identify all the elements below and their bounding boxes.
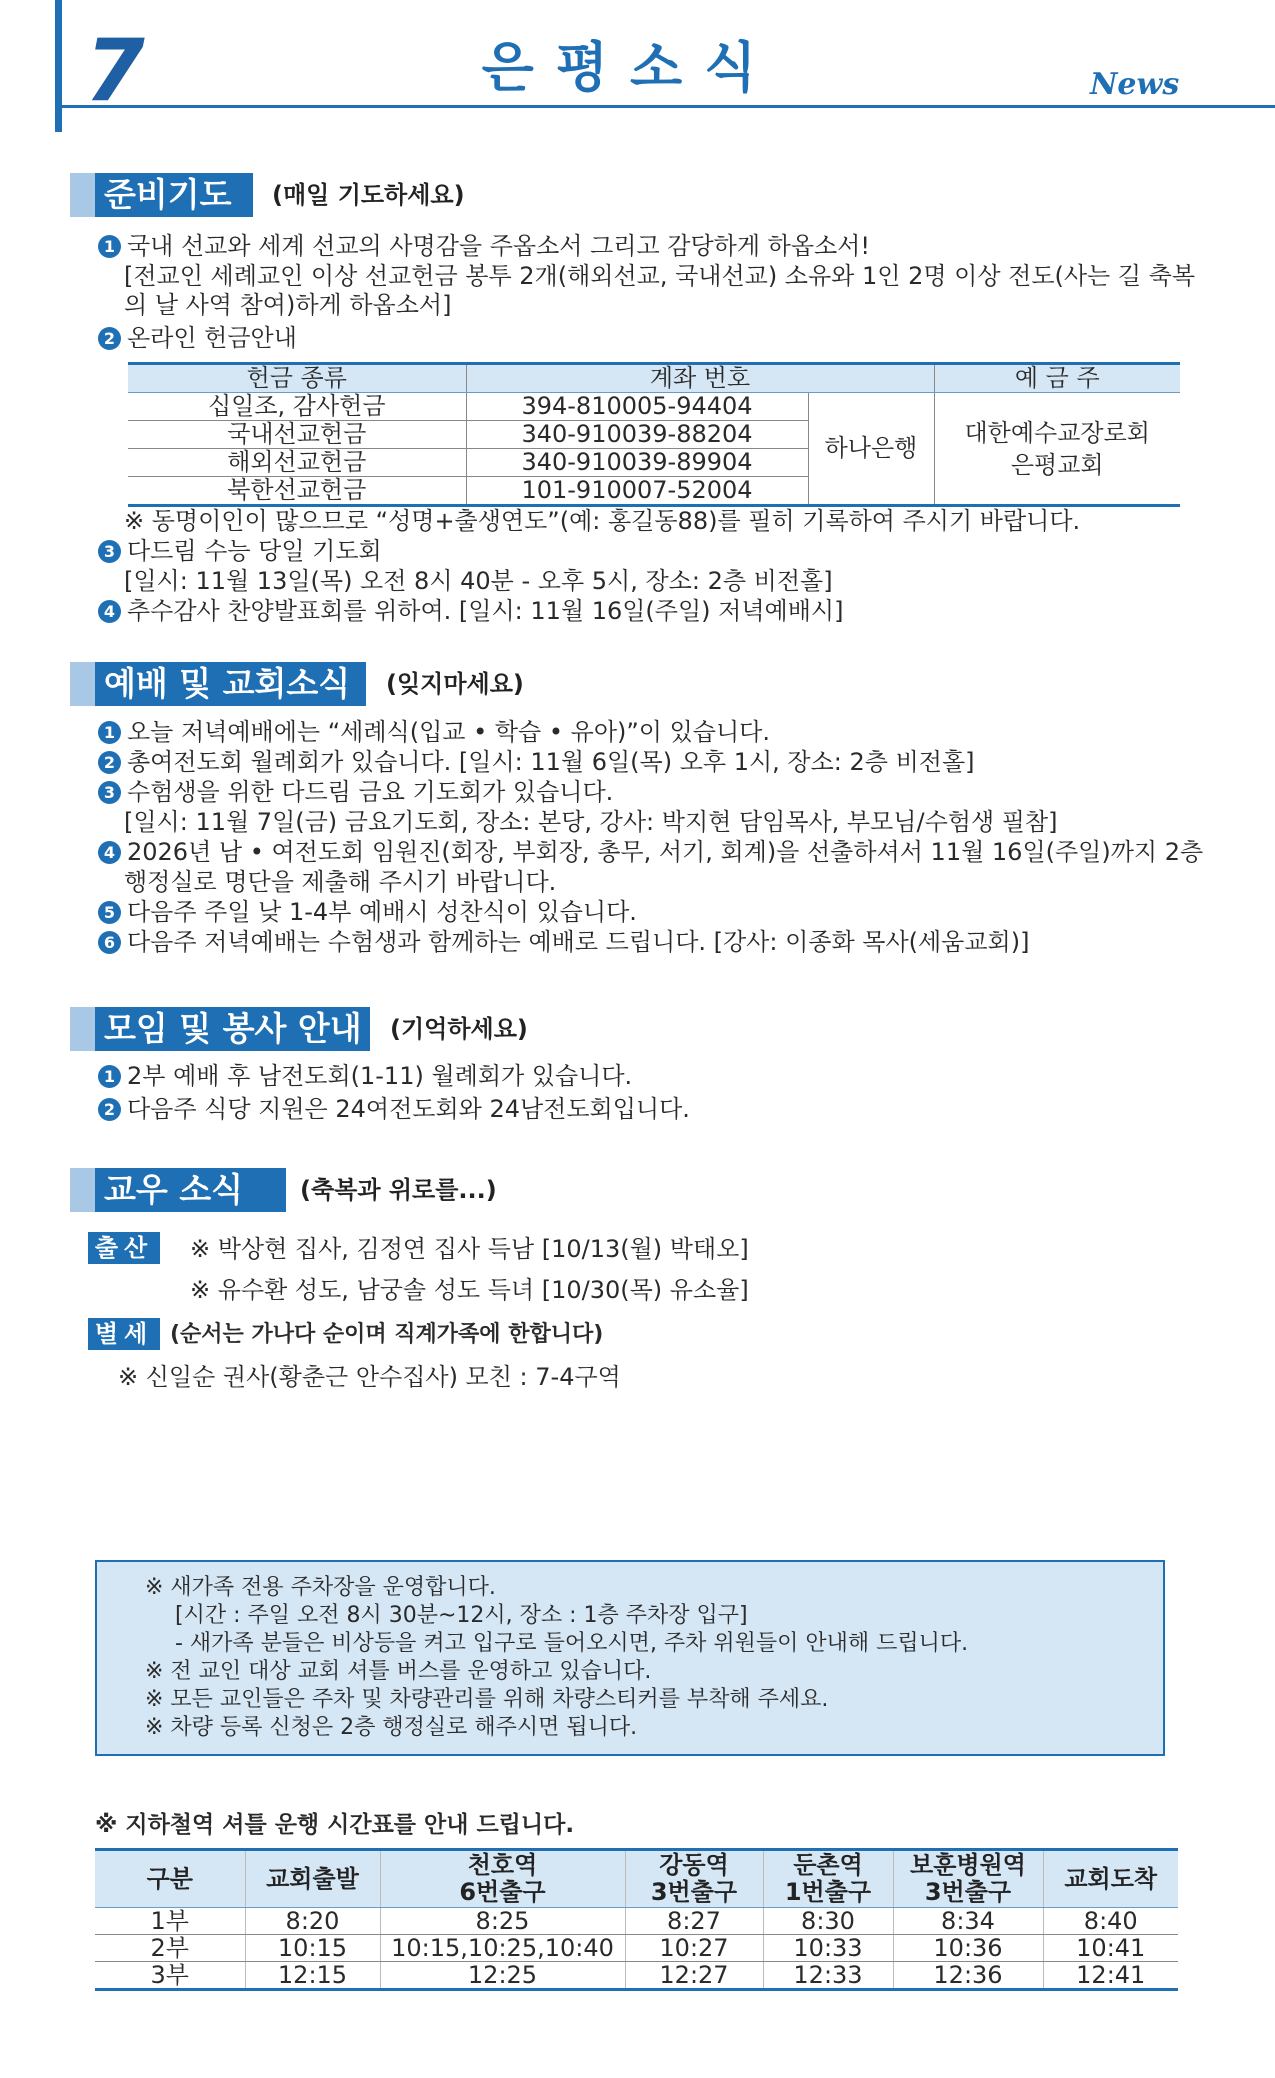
worship-item-3-line2: [일시: 11월 7일(금) 금요기도회, 장소: 본당, 강사: 박지현 담임목사, 부모님/수험생 필참] [124,808,1058,836]
shuttle-cell: 10:15 [245,1935,380,1962]
meetings-item-2 [98,1094,690,1124]
number-badge-2: 2 [98,1098,121,1121]
shuttle-header-line1: 보훈병원역 [910,1851,1026,1879]
notice-line-1: ※ 새가족 전용 주차장을 운영합니다. [145,1575,496,1600]
section-heading-worship: 예배 및 교회소식 [70,662,366,706]
offering-account: 394-810005-94404 [466,393,808,421]
offering-account: 340-910039-88204 [466,421,808,449]
page-number: 7 [85,21,145,121]
shuttle-cell: 2부 [95,1935,245,1962]
section-heading-prayer: 준비기도 [70,173,253,217]
prayer-item-4 [98,596,843,626]
shuttle-header-line2: 1번출구 [784,1878,872,1906]
offering-holder-line2: 은평교회 [1010,450,1104,479]
shuttle-row [95,1935,1178,1962]
shuttle-header-line1: 교회출발 [266,1864,359,1893]
shuttle-cell: 10:33 [763,1935,893,1962]
notice-line-3: - 새가족 분들은 비상등을 켜고 입구로 들어오시면, 주차 위원들이 안내해 드립니다. [175,1631,969,1656]
section-subtitle-members: (축복과 위로를...) [300,1176,497,1204]
worship-item-5 [98,897,637,927]
shuttle-cell: 8:25 [380,1908,625,1935]
shuttle-header-line1: 교회도착 [1064,1864,1158,1893]
worship-item-6-text: 다음주 저녁예배는 수험생과 함께하는 예배로 드립니다. [강사: 이종화 목사(세움교회)] [127,928,1030,956]
shuttle-row [95,1962,1178,1990]
shuttle-header-cell [245,1850,380,1908]
section-heading-meetings: 모임 및 봉사 안내 [70,1007,370,1051]
worship-item-2-text: 총여전도회 월례회가 있습니다. [일시: 11월 6일(목) 오후 1시, 장소: 2층 비전홀] [127,748,975,776]
prayer-item-3-text: 다드림 수능 당일 기도회 [127,537,382,565]
meetings-item-2-text: 다음주 식당 지원은 24여전도회와 24남전도회입니다. [127,1095,690,1123]
shuttle-cell: 3부 [95,1962,245,1990]
offering-type: 북한선교헌금 [128,477,466,506]
shuttle-cell: 8:40 [1043,1908,1178,1935]
number-badge-1: 1 [98,1065,121,1088]
shuttle-header-cell [893,1850,1043,1908]
shuttle-header-line2: 3번출구 [650,1878,738,1906]
section-subtitle-worship: (잊지마세요) [386,670,524,698]
page-title: 은평소식 [481,35,779,99]
number-badge-6: 6 [98,931,121,954]
shuttle-header-cell [1043,1850,1178,1908]
worship-item-4-text: 2026년 남 • 여전도회 임원진(회장, 부회장, 총무, 서기, 회계)을 선출하셔서 11월 16일(주일)까지 2층 [127,838,1204,866]
shuttle-cell: 12:33 [763,1962,893,1990]
worship-item-4 [98,837,1203,867]
shuttle-cell: 12:36 [893,1962,1043,1990]
shuttle-cell: 12:41 [1043,1962,1178,1990]
shuttle-header-line1: 천호역 [467,1851,538,1879]
number-badge-2: 2 [98,327,121,350]
worship-item-1-text: 오늘 저녁예배에는 “세례식(입교 • 학습 • 유아)”이 있습니다. [127,718,770,746]
death-label: 별세 [88,1318,160,1350]
shuttle-cell: 8:20 [245,1908,380,1935]
section-heading-members: 교우 소식 [70,1168,286,1212]
prayer-item-1-line3: 의 날 사역 참여)하게 하옵소서] [124,291,452,319]
notice-line-2: [시간 : 주일 오전 8시 30분~12시, 장소 : 1층 주차장 입구] [175,1603,748,1628]
shuttle-header-cell [380,1850,625,1908]
offering-account: 340-910039-89904 [466,449,808,477]
shuttle-cell: 10:15,10:25,10:40 [380,1935,625,1962]
news-badge: News [1090,67,1180,102]
shuttle-header-line2: 6번출구 [459,1878,546,1906]
offering-table [128,362,1180,507]
prayer-item-3 [98,536,382,566]
worship-item-6 [98,927,1029,957]
number-badge-5: 5 [98,901,121,924]
shuttle-cell: 12:27 [625,1962,763,1990]
shuttle-cell: 12:25 [380,1962,625,1990]
birth-item-2: ※ 유수환 성도, 남궁솔 성도 득녀 [10/30(목) 유소율] [190,1276,749,1304]
offering-header-type: 헌금 종류 [128,364,466,393]
prayer-item-1-line2: [전교인 세례교인 이상 선교헌금 봉투 2개(해외선교, 국내선교) 소유와 1인 2명 이상 전도(사는 길 축복 [124,262,1196,290]
section-subtitle-meetings: (기억하세요) [390,1015,528,1043]
meetings-item-1-text: 2부 예배 후 남전도회(1-11) 월례회가 있습니다. [127,1062,633,1090]
offering-bank: 하나은행 [808,393,934,506]
worship-item-2 [98,747,975,777]
death-item-1: ※ 신일순 권사(황춘근 안수집사) 모친 : 7-4구역 [118,1363,621,1391]
parking-notice-box [95,1560,1165,1756]
shuttle-cell: 10:36 [893,1935,1043,1962]
notice-line-5: ※ 모든 교인들은 주차 및 차량관리를 위해 차량스티커를 부착해 주세요. [145,1687,829,1712]
prayer-item-3-line2: [일시: 11월 13일(목) 오전 8시 40분 - 오후 5시, 장소: 2층 비전홀] [124,567,833,595]
prayer-item-1-text: 국내 선교와 세계 선교의 사명감을 주옵소서 그리고 감당하게 하옵소서! [127,232,870,260]
number-badge-3: 3 [98,781,121,804]
worship-item-3-text: 수험생을 위한 다드림 금요 기도회가 있습니다. [127,778,614,806]
offering-header-account: 계좌 번호 [466,364,934,393]
shuttle-cell: 10:41 [1043,1935,1178,1962]
shuttle-header-line2: 3번출구 [924,1878,1012,1906]
worship-item-3 [98,777,613,807]
prayer-item-2 [98,323,297,353]
shuttle-header-cell [625,1850,763,1908]
number-badge-2: 2 [98,751,121,774]
worship-item-5-text: 다음주 주일 낮 1-4부 예배시 성찬식이 있습니다. [127,898,637,926]
shuttle-cell: 8:30 [763,1908,893,1935]
offering-type: 국내선교헌금 [128,421,466,449]
number-badge-4: 4 [98,600,121,623]
shuttle-row [95,1908,1178,1935]
shuttle-header-cell [763,1850,893,1908]
shuttle-header-line1: 둔촌역 [793,1851,863,1879]
offering-type: 십일조, 감사헌금 [128,393,466,421]
number-badge-4: 4 [98,841,121,864]
death-note: (순서는 가나다 순이며 직계가족에 한합니다) [170,1322,604,1347]
shuttle-header-line1: 구분 [146,1864,193,1893]
shuttle-header-line1: 강동역 [659,1851,729,1879]
offering-holder [934,393,1180,506]
shuttle-cell: 1부 [95,1908,245,1935]
number-badge-1: 1 [98,721,121,744]
section-subtitle-prayer: (매일 기도하세요) [272,181,465,209]
shuttle-title: ※ 지하철역 셔틀 운행 시간표를 안내 드립니다. [95,1812,575,1838]
prayer-item-4-text: 추수감사 찬양발표회를 위하여. [일시: 11월 16일(주일) 저녁예배시] [127,597,844,625]
shuttle-body [95,1908,1178,1990]
birth-label: 출산 [88,1232,160,1264]
shuttle-cell: 12:15 [245,1962,380,1990]
shuttle-header-row [95,1850,1178,1908]
worship-item-4-line2: 행정실로 명단을 제출해 주시기 바랍니다. [124,868,557,896]
offering-type: 해외선교헌금 [128,449,466,477]
offering-header-holder: 예 금 주 [934,364,1180,393]
shuttle-cell: 8:27 [625,1908,763,1935]
number-badge-1: 1 [98,235,121,258]
shuttle-header-cell [95,1850,245,1908]
notice-line-4: ※ 전 교인 대상 교회 셔틀 버스를 운영하고 있습니다. [145,1659,652,1684]
header-vertical-bar [55,0,62,132]
shuttle-cell: 10:27 [625,1935,763,1962]
header-rule [55,105,1275,108]
shuttle-cell: 8:34 [893,1908,1043,1935]
prayer-item-1 [98,231,870,261]
offering-holder-line1: 대한예수교장로회 [964,418,1150,447]
notice-line-6: ※ 차량 등록 신청은 2층 행정실로 해주시면 됩니다. [145,1715,638,1740]
offering-account: 101-910007-52004 [466,477,808,506]
meetings-item-1 [98,1061,632,1091]
number-badge-3: 3 [98,540,121,563]
birth-item-1: ※ 박상현 집사, 김정연 집사 득남 [10/13(월) 박태오] [190,1235,749,1263]
worship-item-1 [98,717,770,747]
prayer-item-2-text: 온라인 헌금안내 [127,324,297,352]
shuttle-table [95,1848,1178,1991]
offering-note: ※ 동명이인이 많으므로 “성명+출생연도”(예: 홍길동88)를 필히 기록하여 주시기 바랍니다. [124,507,1081,535]
